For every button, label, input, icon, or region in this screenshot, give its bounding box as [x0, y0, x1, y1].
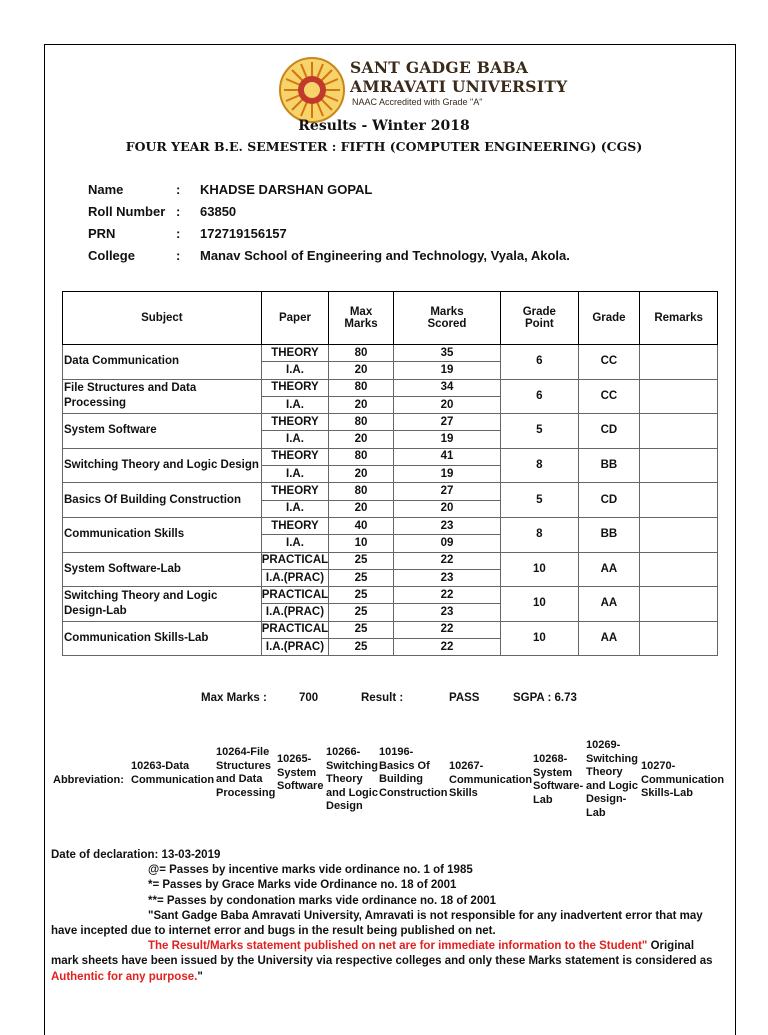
paper-cell: I.A. — [261, 535, 328, 552]
grade-cell: AA — [578, 552, 640, 587]
paper-cell: THEORY — [261, 379, 328, 396]
info-colon: : — [176, 181, 181, 197]
max-marks-cell: 20 — [329, 500, 394, 517]
table-row — [63, 379, 718, 396]
table-header-row — [63, 292, 718, 345]
abbreviation-item: 10265- System Software — [277, 753, 324, 792]
paper-cell: I.A. — [261, 362, 328, 379]
info-row-name — [88, 178, 570, 200]
abbreviation-item: 10266- Switching Theory and Logic Design — [326, 746, 378, 812]
table-row — [63, 552, 718, 569]
remarks-cell — [640, 552, 718, 587]
max-marks-cell: 25 — [329, 639, 394, 656]
marks-scored-cell: 22 — [393, 621, 500, 638]
max-marks-value: 700 — [299, 692, 319, 704]
table-row — [63, 517, 718, 534]
table-row — [63, 483, 718, 500]
table-row — [63, 414, 718, 431]
paper-cell: I.A.(PRAC) — [261, 604, 328, 621]
abbreviation-item: 10269- Switching Theory and Logic Design- Lab — [586, 739, 638, 819]
paper-cell: THEORY — [261, 345, 328, 362]
remarks-cell — [640, 621, 718, 656]
marks-scored-cell: 19 — [393, 362, 500, 379]
paper-cell: THEORY — [261, 517, 328, 534]
naac-accreditation: NAAC Accredited with Grade "A" — [352, 97, 483, 107]
max-marks-cell: 25 — [329, 569, 394, 586]
marks-scored-cell: 20 — [393, 396, 500, 413]
marks-scored-cell: 19 — [393, 466, 500, 483]
subject-cell: System Software — [63, 414, 262, 449]
paper-cell: I.A. — [261, 466, 328, 483]
paper-cell: I.A. — [261, 396, 328, 413]
original-marksheet-note: Original mark sheets have been issued by the University via respective colleges and only these Marks statement is considered as — [51, 940, 713, 968]
marks-scored-cell: 34 — [393, 379, 500, 396]
marks-scored-cell: 20 — [393, 500, 500, 517]
grade-cell: CD — [578, 483, 640, 518]
header-subject: Subject — [63, 292, 262, 345]
marks-scored-cell: 09 — [393, 535, 500, 552]
results-title: Results - Winter 2018 — [298, 118, 470, 134]
table-row — [63, 345, 718, 362]
abbreviation-item: 10270- Communication Skills-Lab — [641, 760, 725, 799]
marks-scored-cell: 41 — [393, 448, 500, 465]
grade-cell: BB — [578, 517, 640, 552]
grade-point-cell: 5 — [501, 414, 579, 449]
authenticity-note — [51, 939, 721, 985]
remarks-cell — [640, 448, 718, 483]
max-marks-cell: 25 — [329, 587, 394, 604]
abbreviation-label: Abbreviation: — [53, 774, 124, 786]
subject-cell: Data Communication — [63, 345, 262, 380]
authentic-note: Authentic for any purpose. — [51, 970, 198, 983]
university-name-line1: SANT GADGE BABA — [350, 58, 529, 77]
header-marks-scored: Marks Scored — [393, 292, 500, 345]
info-colon: : — [176, 225, 181, 241]
grade-point-cell: 8 — [501, 448, 579, 483]
marks-scored-cell: 35 — [393, 345, 500, 362]
paper-cell: I.A. — [261, 431, 328, 448]
result-value: PASS — [449, 692, 480, 704]
table-row — [63, 621, 718, 638]
abbreviation-item: 10263-Data Communication — [131, 760, 215, 786]
grade-cell: BB — [578, 448, 640, 483]
semester-title: FOUR YEAR B.E. SEMESTER : FIFTH (COMPUTER ENGINEERING) (CGS) — [125, 139, 643, 154]
grade-point-cell: 10 — [501, 621, 579, 656]
max-marks-cell: 25 — [329, 604, 394, 621]
grade-point-cell: 5 — [501, 483, 579, 518]
info-label: Name — [88, 181, 124, 197]
declaration-date: Date of declaration: 13-03-2019 — [51, 849, 221, 861]
max-marks-cell: 40 — [329, 517, 394, 534]
sgpa: SGPA : 6.73 — [513, 692, 577, 704]
marks-table — [62, 291, 718, 656]
abbreviation-item: 10264-File Structures and Data Processing — [216, 746, 276, 799]
info-label: Roll Number — [88, 203, 166, 219]
marks-scored-cell: 23 — [393, 604, 500, 621]
disclaimer: "Sant Gadge Baba Amravati University, Amravati is not responsible for any inadvertent error that may have incepted due to internet error and bugs in the result being published on net. — [51, 909, 703, 938]
max-marks-cell: 20 — [329, 466, 394, 483]
subject-cell: Communication Skills — [63, 517, 262, 552]
subject-cell: Communication Skills-Lab — [63, 621, 262, 656]
college-name: Manav School of Engineering and Technology, Vyala, Akola. — [200, 247, 570, 263]
university-logo-icon — [278, 56, 346, 124]
header-grade: Grade — [578, 292, 640, 345]
marks-scored-cell: 22 — [393, 552, 500, 569]
grade-point-cell: 10 — [501, 552, 579, 587]
abbreviation-item: 10196- Basics Of Building Construction — [379, 746, 448, 799]
table-row — [63, 448, 718, 465]
info-label: College — [88, 247, 135, 263]
subject-cell: File Structures and Data Processing — [63, 379, 262, 414]
max-marks-cell: 80 — [329, 345, 394, 362]
marks-scored-cell: 27 — [393, 414, 500, 431]
subject-cell: Switching Theory and Logic Design-Lab — [63, 587, 262, 622]
max-marks-cell: 25 — [329, 621, 394, 638]
abbreviation-item: 10267- Communication Skills — [449, 760, 533, 799]
max-marks-cell: 20 — [329, 362, 394, 379]
note-condonation: **= Passes by condonation marks vide ordinance no. 18 of 2001 — [148, 894, 497, 907]
note-incentive: @= Passes by incentive marks vide ordinance no. 1 of 1985 — [148, 864, 473, 877]
info-label: PRN — [88, 225, 116, 241]
grade-point-cell: 6 — [501, 379, 579, 414]
remarks-cell — [640, 517, 718, 552]
max-marks-cell: 80 — [329, 448, 394, 465]
remarks-cell — [640, 345, 718, 380]
marks-scored-cell: 23 — [393, 569, 500, 586]
grade-cell: AA — [578, 621, 640, 656]
student-name: KHADSE DARSHAN GOPAL — [200, 181, 373, 197]
info-colon: : — [176, 247, 181, 263]
max-marks-cell: 10 — [329, 535, 394, 552]
student-info — [88, 178, 570, 266]
footer-notes — [51, 848, 721, 985]
grade-cell: CC — [578, 345, 640, 380]
closing-quote: " — [197, 970, 203, 983]
subject-cell: System Software-Lab — [63, 552, 262, 587]
marks-scored-cell: 23 — [393, 517, 500, 534]
max-marks-cell: 80 — [329, 414, 394, 431]
result-label: Result : — [361, 692, 404, 704]
header-remarks: Remarks — [640, 292, 718, 345]
paper-cell: I.A.(PRAC) — [261, 569, 328, 586]
marks-scored-cell: 19 — [393, 431, 500, 448]
paper-cell: PRACTICAL — [261, 621, 328, 638]
marks-table-body — [63, 345, 718, 656]
remarks-cell — [640, 483, 718, 518]
remarks-cell — [640, 587, 718, 622]
grade-cell: CD — [578, 414, 640, 449]
marks-scored-cell: 22 — [393, 639, 500, 656]
subject-cell: Switching Theory and Logic Design — [63, 448, 262, 483]
max-marks-cell: 80 — [329, 483, 394, 500]
info-colon: : — [176, 203, 181, 219]
max-marks-label: Max Marks : — [201, 692, 267, 704]
info-row-prn — [88, 222, 570, 244]
paper-cell: I.A.(PRAC) — [261, 639, 328, 656]
paper-cell: PRACTICAL — [261, 552, 328, 569]
max-marks-cell: 20 — [329, 431, 394, 448]
abbreviation-item: 10268- System Software- Lab — [533, 753, 584, 806]
remarks-cell — [640, 414, 718, 449]
info-row-roll — [88, 200, 570, 222]
paper-cell: PRACTICAL — [261, 587, 328, 604]
immediate-info-note: The Result/Marks statement published on net are for immediate information to the Student" — [148, 940, 648, 953]
max-marks-cell: 80 — [329, 379, 394, 396]
marks-scored-cell: 22 — [393, 587, 500, 604]
info-row-college — [88, 244, 570, 266]
grade-point-cell: 6 — [501, 345, 579, 380]
marks-scored-cell: 27 — [393, 483, 500, 500]
header-paper: Paper — [261, 292, 328, 345]
max-marks-cell: 20 — [329, 396, 394, 413]
paper-cell: I.A. — [261, 500, 328, 517]
prn-number: 172719156157 — [200, 225, 287, 241]
subject-cell: Basics Of Building Construction — [63, 483, 262, 518]
paper-cell: THEORY — [261, 483, 328, 500]
paper-cell: THEORY — [261, 448, 328, 465]
university-name — [350, 58, 568, 96]
table-row — [63, 587, 718, 604]
university-name-line2: AMRAVATI UNIVERSITY — [350, 77, 568, 96]
max-marks-cell: 25 — [329, 552, 394, 569]
grade-point-cell: 8 — [501, 517, 579, 552]
header-grade-point: Grade Point — [501, 292, 579, 345]
grade-point-cell: 10 — [501, 587, 579, 622]
grade-cell: CC — [578, 379, 640, 414]
grade-cell: AA — [578, 587, 640, 622]
note-grace: *= Passes by Grace Marks vide Ordinance no. 18 of 2001 — [148, 879, 457, 892]
remarks-cell — [640, 379, 718, 414]
paper-cell: THEORY — [261, 414, 328, 431]
roll-number: 63850 — [200, 203, 237, 219]
header-max-marks: Max Marks — [329, 292, 394, 345]
